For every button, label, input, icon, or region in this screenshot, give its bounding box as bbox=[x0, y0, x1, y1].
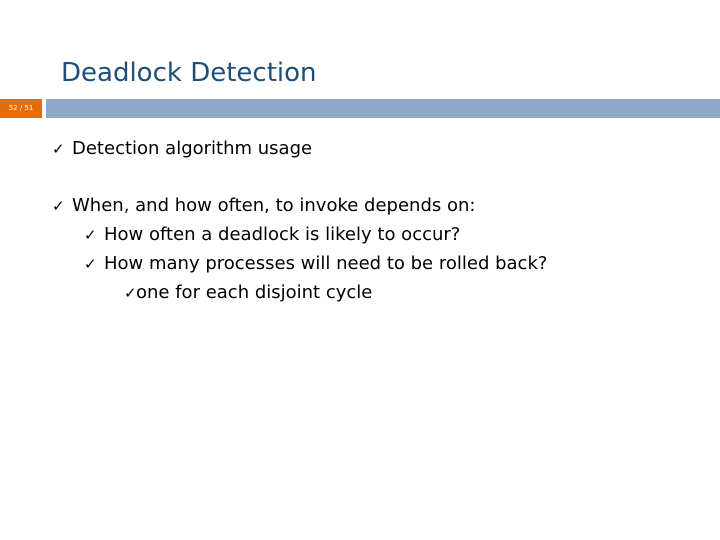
bullet-level2 bbox=[84, 224, 460, 246]
bullet-level2 bbox=[84, 253, 547, 275]
bullet-text: How often a deadlock is likely to occur? bbox=[104, 224, 461, 245]
bullet-text: one for each disjoint cycle bbox=[136, 282, 373, 303]
check-icon: ✓ bbox=[52, 197, 65, 215]
slide-title: Deadlock Detection bbox=[61, 58, 317, 88]
check-icon: ✓ bbox=[124, 284, 137, 302]
bullet-text: When, and how often, to invoke depends on: bbox=[72, 195, 476, 216]
page-number-box bbox=[0, 99, 42, 118]
check-icon: ✓ bbox=[84, 226, 97, 244]
bullet-text: How many processes will need to be rolled back? bbox=[104, 253, 548, 274]
bullet-text: Detection algorithm usage bbox=[72, 138, 313, 159]
bullet-level1 bbox=[52, 195, 475, 217]
page-number: 52 / 51 bbox=[8, 104, 34, 112]
check-icon: ✓ bbox=[52, 140, 65, 158]
header-bar bbox=[46, 99, 720, 118]
check-icon: ✓ bbox=[84, 255, 97, 273]
bullet-level1 bbox=[52, 138, 312, 160]
bullet-level3 bbox=[124, 282, 372, 304]
